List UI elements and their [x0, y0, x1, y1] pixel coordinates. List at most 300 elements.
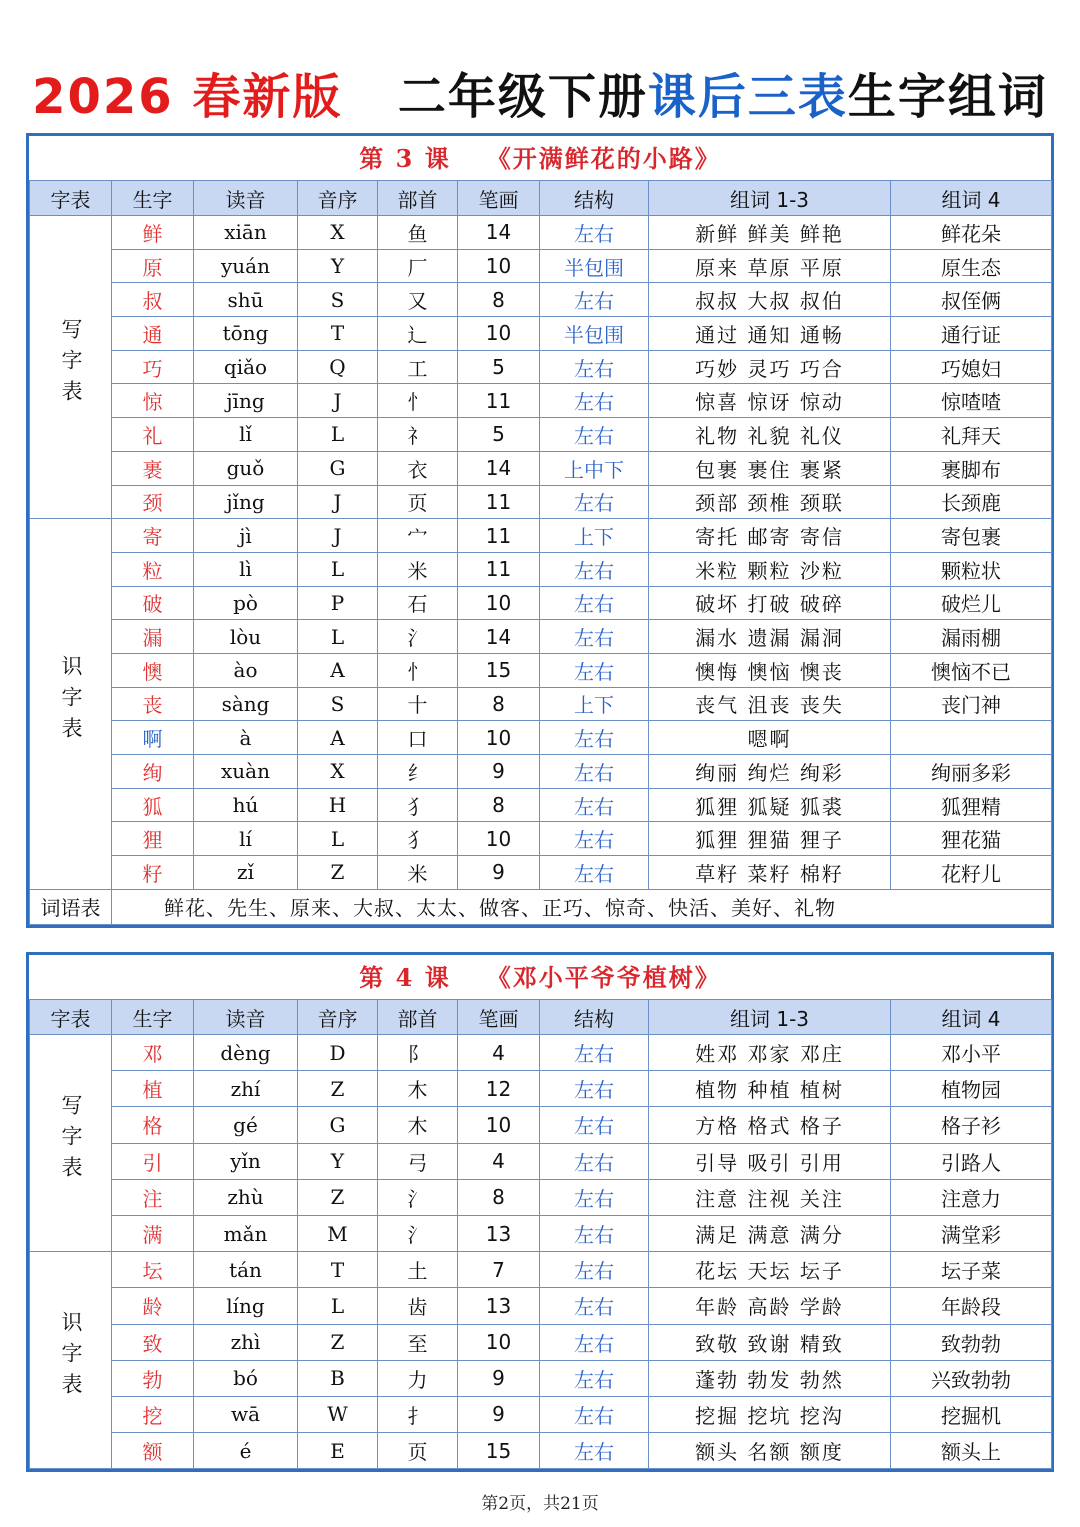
word-group-cell: 绚丽 绚烂 绚彩 [649, 755, 891, 789]
index-letter-cell: E [298, 1433, 378, 1469]
column-header: 部首 [378, 1000, 458, 1035]
word4-cell: 惊喳喳 [891, 384, 1052, 418]
character-table [29, 999, 1052, 1469]
character-cell: 破 [112, 586, 194, 620]
table-row [30, 653, 1052, 687]
radical-cell: 衣 [378, 451, 458, 485]
word-group-cell: 姓邓 邓家 邓庄 [649, 1035, 891, 1071]
word4-cell: 注意力 [891, 1179, 1052, 1215]
index-letter-cell: X [298, 216, 378, 250]
column-header: 笔画 [458, 181, 540, 216]
word4-cell: 漏雨棚 [891, 620, 1052, 654]
group-label-text: 写字表 [59, 318, 83, 412]
table-row [30, 216, 1052, 250]
pinyin-cell: à [194, 721, 298, 755]
structure-cell: 左右 [540, 485, 649, 519]
stroke-count-cell: 10 [458, 586, 540, 620]
word-group-cell: 狐狸 狸猫 狸子 [649, 822, 891, 856]
index-letter-cell: Q [298, 350, 378, 384]
word4-cell: 巧媳妇 [891, 350, 1052, 384]
group-label [30, 519, 112, 890]
pinyin-cell: jǐng [194, 485, 298, 519]
structure-cell: 左右 [540, 721, 649, 755]
stroke-count-cell: 8 [458, 788, 540, 822]
radical-cell: 辶 [378, 317, 458, 351]
stroke-count-cell: 9 [458, 755, 540, 789]
stroke-count-cell: 8 [458, 1179, 540, 1215]
table-row [30, 788, 1052, 822]
column-header: 结构 [540, 181, 649, 216]
word-group-cell: 礼物 礼貌 礼仪 [649, 418, 891, 452]
table-row [30, 485, 1052, 519]
lesson-heading [29, 136, 1051, 180]
radical-cell: 口 [378, 721, 458, 755]
word4-cell: 通行证 [891, 317, 1052, 351]
lesson-4-table [26, 952, 1054, 1472]
word4-cell: 鲜花朵 [891, 216, 1052, 250]
character-cell: 裹 [112, 451, 194, 485]
pinyin-cell: lì [194, 552, 298, 586]
word-group-cell: 狐狸 狐疑 狐裘 [649, 788, 891, 822]
structure-cell: 左右 [540, 1107, 649, 1143]
word4-cell [891, 721, 1052, 755]
word4-cell: 叔侄俩 [891, 283, 1052, 317]
character-cell: 注 [112, 1179, 194, 1215]
structure-cell: 左右 [540, 1433, 649, 1469]
pinyin-cell: dèng [194, 1035, 298, 1071]
word-group-cell: 颈部 颈椎 颈联 [649, 485, 891, 519]
radical-cell: 氵 [378, 1179, 458, 1215]
table-row [30, 283, 1052, 317]
word-group-cell: 漏水 遗漏 漏洞 [649, 620, 891, 654]
index-letter-cell: Z [298, 1071, 378, 1107]
structure-cell: 左右 [540, 552, 649, 586]
stroke-count-cell: 10 [458, 1324, 540, 1360]
word-group-cell: 方格 格式 格子 [649, 1107, 891, 1143]
radical-cell: 工 [378, 350, 458, 384]
character-cell: 啊 [112, 721, 194, 755]
column-header: 结构 [540, 1000, 649, 1035]
pinyin-cell: zǐ [194, 856, 298, 890]
index-letter-cell: A [298, 653, 378, 687]
index-letter-cell: P [298, 586, 378, 620]
table-row [30, 1107, 1052, 1143]
structure-cell: 左右 [540, 653, 649, 687]
index-letter-cell: Z [298, 1179, 378, 1215]
radical-cell: 纟 [378, 755, 458, 789]
column-header: 读音 [194, 181, 298, 216]
word4-cell: 懊恼不已 [891, 653, 1052, 687]
character-cell: 礼 [112, 418, 194, 452]
column-header: 生字 [112, 181, 194, 216]
pinyin-cell: tōng [194, 317, 298, 351]
pinyin-cell: qiǎo [194, 350, 298, 384]
index-letter-cell: S [298, 283, 378, 317]
index-letter-cell: L [298, 418, 378, 452]
index-letter-cell: H [298, 788, 378, 822]
word-group-cell: 引导 吸引 引用 [649, 1143, 891, 1179]
word4-cell: 致勃勃 [891, 1324, 1052, 1360]
pinyin-cell: guǒ [194, 451, 298, 485]
character-cell: 邓 [112, 1035, 194, 1071]
lesson-heading [29, 955, 1051, 999]
word-group-cell: 致敬 致谢 精致 [649, 1324, 891, 1360]
character-cell: 植 [112, 1071, 194, 1107]
pinyin-cell: wā [194, 1396, 298, 1432]
word4-cell: 额头上 [891, 1433, 1052, 1469]
radical-cell: 扌 [378, 1396, 458, 1432]
structure-cell: 左右 [540, 788, 649, 822]
stroke-count-cell: 9 [458, 856, 540, 890]
character-cell: 巧 [112, 350, 194, 384]
stroke-count-cell: 10 [458, 721, 540, 755]
word4-cell: 引路人 [891, 1143, 1052, 1179]
index-letter-cell: J [298, 485, 378, 519]
table-row [30, 1360, 1052, 1396]
index-letter-cell: M [298, 1215, 378, 1251]
structure-cell: 左右 [540, 1143, 649, 1179]
structure-cell: 左右 [540, 418, 649, 452]
word-group-cell: 丧气 沮丧 丧失 [649, 687, 891, 721]
word-list-content: 鲜花、先生、原来、大叔、太太、做客、正巧、惊奇、快活、美好、礼物 [112, 889, 1052, 924]
index-letter-cell: T [298, 1252, 378, 1288]
index-letter-cell: D [298, 1035, 378, 1071]
structure-cell: 左右 [540, 1288, 649, 1324]
radical-cell: 米 [378, 856, 458, 890]
structure-cell: 左右 [540, 822, 649, 856]
word4-cell: 寄包裹 [891, 519, 1052, 553]
character-cell: 额 [112, 1433, 194, 1469]
word-group-cell: 通过 通知 通畅 [649, 317, 891, 351]
stroke-count-cell: 12 [458, 1071, 540, 1107]
index-letter-cell: Y [298, 249, 378, 283]
word4-cell: 丧门神 [891, 687, 1052, 721]
radical-cell: 页 [378, 485, 458, 519]
structure-cell: 上中下 [540, 451, 649, 485]
pinyin-cell: yǐn [194, 1143, 298, 1179]
stroke-count-cell: 9 [458, 1360, 540, 1396]
pinyin-cell: zhù [194, 1179, 298, 1215]
structure-cell: 半包围 [540, 317, 649, 351]
word-group-cell: 年龄 高龄 学龄 [649, 1288, 891, 1324]
column-header: 组词 1-3 [649, 1000, 891, 1035]
stroke-count-cell: 4 [458, 1143, 540, 1179]
character-cell: 致 [112, 1324, 194, 1360]
index-letter-cell: Z [298, 1324, 378, 1360]
radical-cell: 氵 [378, 620, 458, 654]
word-group-cell: 破坏 打破 破碎 [649, 586, 891, 620]
structure-cell: 上下 [540, 687, 649, 721]
index-letter-cell: J [298, 519, 378, 553]
stroke-count-cell: 15 [458, 1433, 540, 1469]
radical-cell: 忄 [378, 653, 458, 687]
pinyin-cell: é [194, 1433, 298, 1469]
character-cell: 绚 [112, 755, 194, 789]
character-cell: 粒 [112, 552, 194, 586]
word-list-label: 词语表 [30, 889, 112, 924]
index-letter-cell: G [298, 1107, 378, 1143]
structure-cell: 左右 [540, 1071, 649, 1107]
word4-cell: 原生态 [891, 249, 1052, 283]
page-title [0, 58, 1080, 127]
word4-cell: 长颈鹿 [891, 485, 1052, 519]
table-row [30, 1035, 1052, 1071]
character-cell: 引 [112, 1143, 194, 1179]
title-rest: 生字组词 [847, 69, 1048, 125]
word4-cell: 邓小平 [891, 1035, 1052, 1071]
stroke-count-cell: 5 [458, 350, 540, 384]
structure-cell: 半包围 [540, 249, 649, 283]
pinyin-cell: pò [194, 586, 298, 620]
structure-cell: 左右 [540, 1215, 649, 1251]
table-row [30, 317, 1052, 351]
word-group-cell: 满足 满意 满分 [649, 1215, 891, 1251]
character-cell: 狸 [112, 822, 194, 856]
pinyin-cell: hú [194, 788, 298, 822]
word-group-cell: 惊喜 惊讶 惊动 [649, 384, 891, 418]
word-group-cell: 寄托 邮寄 寄信 [649, 519, 891, 553]
pinyin-cell: líng [194, 1288, 298, 1324]
lesson-number: 第 4 课 [359, 963, 451, 992]
group-label [30, 216, 112, 519]
column-header: 组词 1-3 [649, 181, 891, 216]
structure-cell: 上下 [540, 519, 649, 553]
word4-cell: 植物园 [891, 1071, 1052, 1107]
structure-cell: 左右 [540, 620, 649, 654]
column-header: 生字 [112, 1000, 194, 1035]
column-header: 音序 [298, 181, 378, 216]
character-cell: 丧 [112, 687, 194, 721]
radical-cell: 宀 [378, 519, 458, 553]
radical-cell: 力 [378, 1360, 458, 1396]
radical-cell: 弓 [378, 1143, 458, 1179]
stroke-count-cell: 11 [458, 552, 540, 586]
radical-cell: 犭 [378, 822, 458, 856]
header-row [30, 1000, 1052, 1035]
group-label-text: 识字表 [59, 654, 83, 748]
word4-cell: 破烂儿 [891, 586, 1052, 620]
header-row [30, 181, 1052, 216]
word4-cell: 坛子菜 [891, 1252, 1052, 1288]
index-letter-cell: G [298, 451, 378, 485]
word-group-cell: 注意 注视 关注 [649, 1179, 891, 1215]
pinyin-cell: tán [194, 1252, 298, 1288]
word4-cell: 满堂彩 [891, 1215, 1052, 1251]
pinyin-cell: yuán [194, 249, 298, 283]
index-letter-cell: A [298, 721, 378, 755]
index-letter-cell: L [298, 620, 378, 654]
table-row [30, 1288, 1052, 1324]
stroke-count-cell: 14 [458, 216, 540, 250]
word4-cell: 礼拜天 [891, 418, 1052, 452]
stroke-count-cell: 5 [458, 418, 540, 452]
table-row [30, 519, 1052, 553]
table-row [30, 552, 1052, 586]
pinyin-cell: jì [194, 519, 298, 553]
stroke-count-cell: 4 [458, 1035, 540, 1071]
pinyin-cell: jīng [194, 384, 298, 418]
table-row [30, 249, 1052, 283]
column-header: 组词 4 [891, 181, 1052, 216]
group-label-text: 写字表 [59, 1094, 83, 1188]
table-row [30, 1324, 1052, 1360]
pinyin-cell: gé [194, 1107, 298, 1143]
pinyin-cell: shū [194, 283, 298, 317]
table-row [30, 451, 1052, 485]
radical-cell: 厂 [378, 249, 458, 283]
title-highlight: 课后三表 [647, 69, 848, 125]
table-row [30, 755, 1052, 789]
table-row [30, 1396, 1052, 1432]
word4-cell: 颗粒状 [891, 552, 1052, 586]
radical-cell: 鱼 [378, 216, 458, 250]
word-group-cell: 巧妙 灵巧 巧合 [649, 350, 891, 384]
character-cell: 格 [112, 1107, 194, 1143]
pinyin-cell: bó [194, 1360, 298, 1396]
index-letter-cell: W [298, 1396, 378, 1432]
stroke-count-cell: 10 [458, 1107, 540, 1143]
radical-cell: 齿 [378, 1288, 458, 1324]
radical-cell: 十 [378, 687, 458, 721]
title-edition: 春新版 [192, 69, 343, 125]
structure-cell: 左右 [540, 384, 649, 418]
column-header: 部首 [378, 181, 458, 216]
column-header: 组词 4 [891, 1000, 1052, 1035]
table-row [30, 418, 1052, 452]
word4-cell: 花籽儿 [891, 856, 1052, 890]
index-letter-cell: Z [298, 856, 378, 890]
radical-cell: 页 [378, 1433, 458, 1469]
character-cell: 懊 [112, 653, 194, 687]
lesson-number: 第 3 课 [359, 144, 451, 173]
word-group-cell: 嗯啊 [649, 721, 891, 755]
table-row [30, 586, 1052, 620]
stroke-count-cell: 8 [458, 687, 540, 721]
table-row [30, 856, 1052, 890]
group-label [30, 1035, 112, 1252]
stroke-count-cell: 8 [458, 283, 540, 317]
pinyin-cell: lí [194, 822, 298, 856]
column-header: 字表 [30, 181, 112, 216]
pinyin-cell: zhí [194, 1071, 298, 1107]
index-letter-cell: J [298, 384, 378, 418]
structure-cell: 左右 [540, 856, 649, 890]
word4-cell: 裹脚布 [891, 451, 1052, 485]
title-grade: 二年级下册 [397, 69, 648, 125]
index-letter-cell: X [298, 755, 378, 789]
table-row [30, 687, 1052, 721]
column-header: 读音 [194, 1000, 298, 1035]
index-letter-cell: B [298, 1360, 378, 1396]
word4-cell: 狸花猫 [891, 822, 1052, 856]
group-label-text: 识字表 [59, 1311, 83, 1405]
character-cell: 颈 [112, 485, 194, 519]
structure-cell: 左右 [540, 1396, 649, 1432]
column-header: 笔画 [458, 1000, 540, 1035]
character-cell: 寄 [112, 519, 194, 553]
table-row [30, 1179, 1052, 1215]
pinyin-cell: xuàn [194, 755, 298, 789]
radical-cell: 木 [378, 1107, 458, 1143]
word-group-cell: 挖掘 挖坑 挖沟 [649, 1396, 891, 1432]
pinyin-cell: sàng [194, 687, 298, 721]
radical-cell: 至 [378, 1324, 458, 1360]
table-row [30, 1071, 1052, 1107]
lesson-name: 《开满鲜花的小路》 [486, 144, 721, 173]
character-cell: 挖 [112, 1396, 194, 1432]
stroke-count-cell: 10 [458, 822, 540, 856]
structure-cell: 左右 [540, 1360, 649, 1396]
table-row [30, 1252, 1052, 1288]
word-group-cell: 米粒 颗粒 沙粒 [649, 552, 891, 586]
character-cell: 通 [112, 317, 194, 351]
radical-cell: 石 [378, 586, 458, 620]
column-header: 字表 [30, 1000, 112, 1035]
index-letter-cell: L [298, 822, 378, 856]
table-row [30, 1143, 1052, 1179]
structure-cell: 左右 [540, 586, 649, 620]
word4-cell: 挖掘机 [891, 1396, 1052, 1432]
word-group-cell: 新鲜 鲜美 鲜艳 [649, 216, 891, 250]
word-group-cell: 草籽 菜籽 棉籽 [649, 856, 891, 890]
structure-cell: 左右 [540, 1179, 649, 1215]
radical-cell: 木 [378, 1071, 458, 1107]
character-cell: 籽 [112, 856, 194, 890]
index-letter-cell: T [298, 317, 378, 351]
radical-cell: 阝 [378, 1035, 458, 1071]
character-cell: 原 [112, 249, 194, 283]
structure-cell: 左右 [540, 1324, 649, 1360]
stroke-count-cell: 9 [458, 1396, 540, 1432]
pinyin-cell: xiān [194, 216, 298, 250]
character-cell: 漏 [112, 620, 194, 654]
structure-cell: 左右 [540, 1252, 649, 1288]
character-cell: 勃 [112, 1360, 194, 1396]
index-letter-cell: L [298, 552, 378, 586]
character-cell: 惊 [112, 384, 194, 418]
stroke-count-cell: 13 [458, 1288, 540, 1324]
word4-cell: 兴致勃勃 [891, 1360, 1052, 1396]
lesson-3-table [26, 133, 1054, 928]
stroke-count-cell: 14 [458, 620, 540, 654]
pinyin-cell: lòu [194, 620, 298, 654]
radical-cell: 米 [378, 552, 458, 586]
radical-cell: 氵 [378, 1215, 458, 1251]
stroke-count-cell: 11 [458, 485, 540, 519]
pinyin-cell: zhì [194, 1324, 298, 1360]
radical-cell: 又 [378, 283, 458, 317]
character-cell: 叔 [112, 283, 194, 317]
pinyin-cell: ào [194, 653, 298, 687]
character-cell: 龄 [112, 1288, 194, 1324]
stroke-count-cell: 15 [458, 653, 540, 687]
table-row [30, 350, 1052, 384]
index-letter-cell: L [298, 1288, 378, 1324]
stroke-count-cell: 13 [458, 1215, 540, 1251]
word-group-cell: 原来 草原 平原 [649, 249, 891, 283]
radical-cell: 犭 [378, 788, 458, 822]
stroke-count-cell: 11 [458, 384, 540, 418]
word4-cell: 格子衫 [891, 1107, 1052, 1143]
title-year: 2026 [32, 69, 174, 125]
table-row [30, 1433, 1052, 1469]
radical-cell: 礻 [378, 418, 458, 452]
lesson-name: 《邓小平爷爷植树》 [486, 963, 721, 992]
structure-cell: 左右 [540, 283, 649, 317]
index-letter-cell: S [298, 687, 378, 721]
table-row [30, 620, 1052, 654]
radical-cell: 忄 [378, 384, 458, 418]
